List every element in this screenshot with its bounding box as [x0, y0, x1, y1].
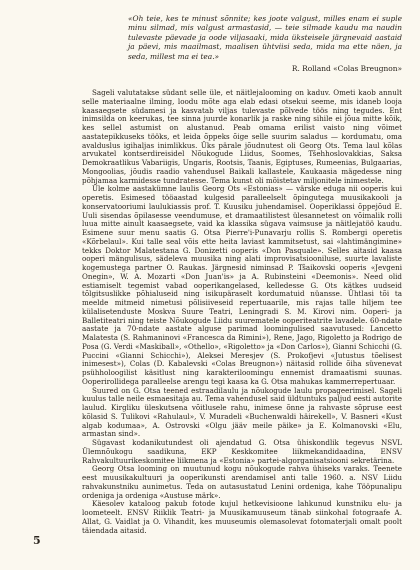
epigraph [128, 14, 402, 73]
paragraph: Sügavast kodanikutundest oli ajendatud G. Otsa ühiskondlik tegevus NSVL Ülemnõukogu saadikuna, EKP Keskkomitee liikmekandidaadina, ENSV Rahvakultuurikeskomitee liikmena ja «Estonia» partei-algorganisatsiooni sekretärina. [82, 438, 402, 465]
article-body [82, 89, 402, 535]
paragraph: Georg Otsa looming on muutunud kogu nõukogude rahva ühiseks varaks. Teenete eest muusikakultuuri ja ooperikunsti arendamisel anti talle 1960. a. NSV Liidu rahvakunstniku aunimetus. Teda on autasustatud Lenini ordeniga, kahe Tööpunalipu ordeniga ja ordeniga «Austuse märk». [82, 464, 402, 500]
paragraph: Sageli valutatakse südant selle üle, et näitlejalooming on kaduv. Ometi kaob annult selle materiaalne ilming, loodu mõte aga elab edasi otsekui seeme, mis idaneb looja kaasaegsete südamesi ja kasvatab viljas tulevaste põlvede töös ning tegudes. Ent inimsilda on keerukas, tee sinna juurde konarlik ja raske ning sihile ei jõua mitte kõik, kes sellel astumist on alustanud. Peab omama erilist vaisto ning võimet aastatepikkuseks tööks, et leida õppeks õige selle suurim saladus — kordumatu, oma avalduslus igihaljas inimlikkus. Üks pärale jõudnutest oli Georg Ots. Tema laul kõlas arvukatel kontserdireisidel Nõukogude Liidus, Soomes, Tšehhoslovakkias, Saksa Demokraatlikus Vabariigis, Ungaris, Rootsis, Taanis, Egiptuses, Rumeenias, Bulgaarias, Mongoolias, jõudis raadio vahendusel Baikali kallastele, Kaukaasia mägedesse ning põhjamaa karmidesse tundratesse. Tema kunst oli mõistetav miljonitele inimestele. [82, 88, 402, 185]
paragraph: Suured on G. Otsa teened estraadilaulu ja nõukogude laulu propageerimisel. Sageli kuulus talle neile esmaesitaja au. Tema vahendusel said üldtuntuks paljud eesti autorite laulud. Kirgliku üleskutsena võitlusele rahu, inimese õnne ja rahvaste sõpruse eest kõlasid S. Tulikovi «Rahulaul», V. Muradeli «Buchenwaldi häirekell», V. Basneri «Kust algab kodumaa», A. Ostrovski «Olgu jääv meile päike» ja E. Kolmanovski «Elu, armastan sind». [82, 385, 402, 439]
paragraph: Käesolev kataloog pakub fotode kujul hetkevisioone lahkunud kunstniku elu- ja loometeelt. ENSV Riiklik Teatri- ja Muusikamuuseum tänab siinkohal fotograafe A. Allat, G. Vaidlat ja O. Vihandit, kes muuseumis olemasolevat fotomaterjali omalt poolt täiendada aitasid. [82, 499, 402, 535]
paragraph: Üle kolme aastakümne laulis Georg Ots «Estonias» — värske eduga nii ooperis kui operetis. Esimesed tööaastad kulgesid paralleelselt õpingutega muusikakooli ja konservatooriumi laulukiassis prof. T. Kuusiku juhendamisel. Ooperiklassi õppejõud E. Uuli sisendas õpilasesse veendumuse, et dramaatilistest ülesannetest on võimalik rolli luua mitte ainult kaasaegsete, vaid ka klassika sügava vaimsuse ja näitlejatöö kaudu. Esimene suur menu saatis G. Otsa Pierre'i-Punavarju rollis S. Rombergi operetis «Kõrbelaul». Kui talle seal võis ette heita laviast kammitsetust, sai «lahtimängimine» tekks Doktor Malatestana G. Donizetti ooperis «Don Pasquale». Selles aitasid kaasa ooperi mängulisus, sädeleva muusika ning alati improvisatsiooniluse, suurte lavaliste kogemustega partner O. Raukas. Järgnesid niminsad P. Tšaikovski ooperis «Jevgeni Onegin», W. A. Mozarti «Don Juan'is» ja A. Rubinsteini «Deemonis». Need olid estiamiselt tegemist vabad ooperikangelased, kelledesse G. Ots kätkes uudseid tõlgitsuslikke põhialuseid ning isikupäraselt kordumatuid nüansse. Ühtlasi tõi ta meelde mitmeid nimetusi põlisiiveseid repertuaarile, mis rajas talle hiljem tee külalisetenduste Moskva Suure Teatri, Leningradi S. M. Kirovi nim. Ooperi- ja Balletiteatri ning teiste Nõukogude Liidu suurematele ooperiteatrite lavadele. 60-ndate aastate ja 70-ndate aastate alguse parimad loomingulised saavutused: Lancetto Malatesta (S. Rahmaninovi «Francesca da Rimini»), Rene, Jago, Rigoletto ja Rodrigo de Posa (G. Verdi «Maskiball», «Othello», «Rigoletto» ja «Don Carlos»), Gianni Schicchi (G. Puccini «Gianni Schicchi»), Aleksei Meresjev (S. Prokofjevi «Jutustus tõelisest inimesest»), Colas (D. Kabalevski «Colas Breugnon») näitasid rollide õiha süvenevat psühholoogilist käsitlust ning karakteriloomingu ennemist dramaatismi suunas. Ooperirollidega paralleelse arengu tegi kaasa ka G. Otsa mahukas kammerrepertuaar. [82, 184, 402, 386]
page-number: 5 [33, 534, 41, 547]
epigraph-attribution: R. Rolland «Colas Breugnon» [291, 64, 402, 74]
epigraph-text: «Oh teie, kes te minust sõnnite; kes joote valgust, milles enam ei suple minu silmad, mis valgust armastasid, — teie silmade kaudu ma naudin tulevaste päevade ja oode viljasaaki, mida üksteisele järgnevaid aastaid ja päevi, mis maailmast, maalisen ühtviisi seda, mida ma ette näen, ja seda, millest ma ei tea.» [128, 14, 402, 61]
